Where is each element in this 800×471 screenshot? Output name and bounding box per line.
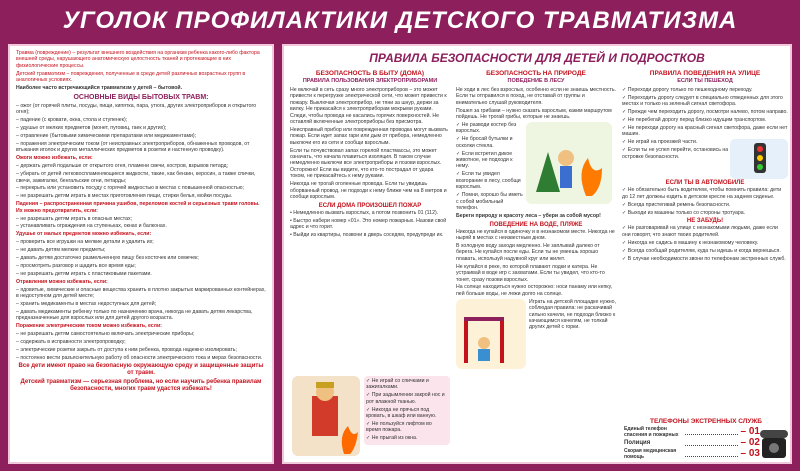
elec-item: – не разрешать детям самостоятельно включать электрические приборы; [16, 331, 195, 338]
beach-text: На солнце находиться нужно осторожно: носи панаму или кепку, пей больше воды, не лежи долго на солнце. [456, 284, 613, 297]
poison-item: – хранить медикаменты в местах недоступных для детей; [16, 301, 157, 307]
street-rule: ✓ Если ты не успел перейти, остановись на островке безопасности. [622, 147, 729, 160]
home-text: Если ты почувствовал запах горелой пластмассы, это может означать, что начала плавиться изоляция. В таком случае немедленно выключи все электроприборы и позови взрослых. Осторожно! Если вы видите, что кто-то пострадал от удара током, не прикасайтесь к нему руками. [290, 147, 442, 180]
forest-tip: ✓ Помни, хорошо бы иметь с собой мобильный телефон. [456, 192, 523, 211]
phones-title: ТЕЛЕФОНЫ ЭКСТРЕННЫХ СЛУЖБ [650, 418, 762, 425]
street-rule: ✓ Переходить дорогу следует в специально отведенных для этого местах и только на зеленый сигнал светофора. [622, 94, 783, 108]
choke-item: – проверить все игрушки на мелкие детали и удалить их; [16, 239, 154, 246]
campfire-illustration [526, 122, 612, 204]
car-item: ✓ Выходи из машины только со стороны тротуара. [622, 209, 746, 216]
fire-tip: ✓ Никогда не прячься под кровать, в шкаф или ванную. [366, 406, 437, 420]
fire-icon [292, 376, 360, 456]
closing-rights: Все дети имеют право на безопасную окружающую среду и защищенные защиты от травм. [18, 363, 264, 377]
fire-item: • Немедленно вызвать взрослых, а потом позвонить 01 (112). [290, 209, 439, 216]
type-item: – ожог (от горячей плиты, посуды, пищи, кипятка, пара, утюга, других электроприборов и открытого огня); [16, 102, 257, 116]
column-home [290, 70, 450, 240]
rules-heading: ПРАВИЛА БЕЗОПАСНОСТИ ДЛЯ ДЕТЕЙ И ПОДРОСТКОВ [369, 51, 705, 65]
beach-title: ПОВЕДЕНИЕ НА ВОДЕ, ПЛЯЖЕ [489, 221, 583, 228]
car-item: ✓ Не обязательно быть водителем, чтобы помнить правила: дети до 12 лет должны ездить в детском кресле на заднем сиденье. [622, 187, 782, 200]
elec-heading: Поражение электрическим током можно избежать, если: [16, 323, 162, 330]
fire-item: • Быстро набери номер «01». Это номер пожарных. Назови свой адрес и что горит. [290, 217, 447, 231]
closing-message: Детский травматизм — серьезная проблема, но если научить ребенка правилам безопасности, многих травм удастся избежать! [20, 378, 262, 392]
playground-row [456, 299, 616, 369]
phones-block [624, 418, 788, 462]
forest-text: Пошел за грибами – нужно сказать взрослым, каким маршрутом пойдешь. Не трогай грибы, которые не знаешь. [456, 107, 612, 121]
left-content [10, 46, 272, 398]
fire-title: ЕСЛИ ДОМА ПРОИЗОШЕЛ ПОЖАР [318, 202, 422, 209]
forget-item: ✓ Никогда не садись в машину к незнакомому человеку. [622, 239, 759, 246]
playground-illustration [456, 299, 526, 369]
fire-item: • Выйди из квартиры, позвони в дверь соседям, предупреди их. [290, 232, 444, 239]
forget-title: НЕ ЗАБУДЬ! [686, 218, 724, 225]
street-row [622, 139, 788, 179]
phone-entry: Единый телефон спасения и пожарных – 01 [624, 426, 760, 438]
street-rule: ✓ Не играй на проезжей части. [622, 139, 698, 146]
poster-title: УГОЛОК ПРОФИЛАКТИКИ ДЕТСКОГО ТРАВМАТИЗМА [62, 7, 738, 34]
choke-item: – не разрешать детям играть с пластиковыми пакетами. [16, 270, 152, 277]
forest-tip: ✓ Не разводи костер без взрослых. [456, 122, 517, 135]
home-subtitle: ПРАВИЛА ПОЛЬЗОВАНИЯ ЭЛЕКТРОПРИБОРАМИ [302, 78, 438, 84]
telephone-icon [760, 426, 788, 460]
intro-trauma: Травма (повреждение) – результат внешнего воздействия на организм ребенка какого-либо фактора внешней среды, нарушающего анатомическую целостность тканей и протекающие в них физиологические процессы. [16, 50, 260, 69]
car-item: ✓ Всегда пристегивай ремень безопасности. [622, 201, 731, 208]
forest-closing: Береги природу и красоту леса – убери за собой мусор! [456, 212, 601, 219]
street-rule: ✓ Не переходи дорогу на красный сигнал светофора, даже если нет машин. [622, 125, 788, 138]
home-text: Неисправный прибор или поврежденная проводка могут вызвать пожар. Если идет запах гари или дым от прибора, немедленно выключи его из сети и сообщи взрослым. [290, 126, 448, 146]
right-panel [282, 44, 792, 464]
traffic-light-illustration [730, 139, 788, 179]
street-rule: ✓ Переходи дорогу только по пешеходному переходу. [622, 87, 753, 93]
burn-item: – перекрыть или установить посуду с горячей жидкостью в местах с повышенной опасностью; [16, 185, 244, 192]
street-rules-more [622, 139, 730, 179]
forget-item: ✓ Всегда сообщай родителям, куда ты идешь и когда вернешься. [622, 247, 781, 254]
forest-subtitle: ПОВЕДЕНИЕ В ЛЕСУ [507, 78, 565, 84]
phone-entry: Скорая медицинская помощь – 03 [624, 448, 760, 460]
forget-item: ✓ Не разговаривай на улице с незнакомыми людьми, даже если они говорят, что знают твоих родителей. [622, 225, 778, 238]
pedestrian-subtitle: ЕСЛИ ТЫ ПЕШЕХОД [677, 78, 733, 84]
forest-tips-row [456, 122, 616, 213]
forest-tips [456, 122, 526, 213]
forest-text: Не ходи в лес без взрослых, особенно если не знаешь местность. Если ты отправился в поход, не отставай от группы и внимательно слушай руководителя. [456, 87, 616, 106]
type-item: – отравление (бытовыми химическими препаратами или медикаментами); [16, 133, 197, 140]
burn-item: – убирать от детей легковоспламеняющиеся жидкости, такие, как бензин, керосин, а также спички, свечи, зажигалки, бенгальские огни, петарды; [16, 171, 256, 184]
playground-text: Играть на детской площадке нужно, соблюдая правила: не раскачивай сильно качели, не подходи близко к качающимся качелям, не толкай других детей с горки. [529, 298, 616, 331]
left-panel [8, 44, 274, 464]
poison-heading: Отравления можно избежать, если: [16, 278, 108, 285]
home-text: Никогда не трогай оголенные провода. Если ты увидишь оборванный провод, не подходи к нему ближе чем на 8 метров и сообщи взрослым. [290, 181, 447, 200]
forest-tip: ✓ Если ты увидел возгорание в лесу, сообщи взрослым. [456, 171, 521, 191]
type-item: – падение (с кровати, окна, стола и ступенек); [16, 117, 128, 124]
choke-item: – не давать детям мелкие предметы; [16, 247, 106, 254]
choke-heading: Удушье от малых предметов можно избежать, если: [16, 231, 152, 238]
burn-item: – держать детей подальше от открытого огня, пламени свечи, костров, взрывов петард; [16, 163, 229, 170]
poison-item: – давать медикаменты ребенку только по назначению врача, никогда не давать детям лекарства, предназначенные для взрослых или для детей другого возраста. [16, 308, 253, 322]
forest-tip: ✓ Не бросай бутылки и осколки стекла. [456, 136, 513, 149]
fall-item: – не разрешать детям играть в опасных местах; [16, 215, 133, 222]
beach-text: В холодную воду заходи медленно. Не заплывай далеко от берега. Не купайся после еды. Если ты не умеешь хорошо плавать, используй надувной круг или жилет. [456, 243, 600, 262]
fire-tips [364, 376, 450, 445]
burns-heading: Ожоги можно избежать, если: [16, 155, 93, 162]
fire-tip: ✓ Не играй со спичками и зажигалками. [366, 378, 429, 391]
poison-item: – ядовитые, химические и опасные вещества хранить в плотно закрытых маркированных контейнерах, в недоступном для детей месте; [16, 286, 266, 300]
fire-tip: ✓ При задымлении закрой нос и рот влажной тканью. [366, 392, 445, 405]
phones-row [624, 426, 788, 460]
type-item: – удушье от мелких предметов (монет, пуговиц, гаек и других); [16, 125, 167, 132]
intro-child-trauma: Детский травматизм – повреждения, полученные в среде детей различных возрастных групп в аналогичных условиях. [16, 70, 246, 84]
street-rule: ✓ Прежде чем переходить дорогу, посмотри налево, потом направо. [622, 109, 788, 116]
type-item: – поражения электрическим током (от неисправных электроприборов, обнаженных проводов, от втыкания иголок и других металлических предметов в розетки и настенную проводку). [16, 140, 250, 154]
column-nature [456, 70, 616, 369]
choke-item: – давать детям достаточно размельченную пищу без косточек или семечек; [16, 255, 199, 262]
phones-list [624, 426, 760, 460]
falls-heading: Падения – распространенная причина ушибов, переломов костей и серьезных травм головы. Их можно предотвратить, если: [16, 201, 260, 214]
forest-tip: ✓ Если встретил дикое животное, не подходи к нему. [456, 150, 513, 170]
elec-item: – содержать в исправности электропроводку; [16, 339, 126, 346]
phone-entry: Полиция – 02 [624, 437, 760, 448]
intro-home-trauma: Наиболее часто встречающийся травматизм у детей – бытовой. [16, 85, 183, 92]
beach-text: Не купайся в реке, по которой плавают лодки и катера. Не устраивай в воде игр с захватами. Если ты увидел, что кто-то тонет, сразу позови взрослых. [456, 263, 605, 283]
forget-item: ✓ В случае необходимости звони по телефонам экстренных служб. [622, 255, 786, 262]
street-rule: ✓ Не перебегай дорогу перед близко идущим транспортом. [622, 117, 767, 124]
fall-item: – устанавливать ограждения на ступеньках, окнах и балконах. [16, 223, 167, 230]
column-street [622, 70, 788, 264]
choke-item: – просмотреть разговор и щадить все время еды; [16, 262, 136, 269]
fire-tip: ✓ Не прыгай из окна. [366, 435, 418, 442]
beach-text: Никогда не купайся в одиночку и в незнакомом месте. Никогда не ныряй в местах с неизвестным дном. [456, 228, 615, 242]
firefighter-illustration [292, 376, 360, 456]
home-title: БЕЗОПАСНОСТЬ В БЫТУ (ДОМА) [315, 70, 425, 77]
car-title: ЕСЛИ ТЫ В АВТОМОБИЛЕ [665, 180, 745, 187]
nature-title: БЕЗОПАСНОСТЬ НА ПРИРОДЕ [486, 70, 586, 77]
elec-item: – постоянно вести разъяснительную работу об опасности электрического тока и мерах безопасности. [16, 354, 263, 361]
street-title: ПРАВИЛА ПОВЕДЕНИЯ НА УЛИЦЕ [649, 70, 761, 77]
types-heading: ОСНОВНЫЕ ВИДЫ БЫТОВЫХ ТРАВМ: [73, 93, 209, 101]
home-text: Не включай в сеть сразу много электроприборов – это может привести к перегрузке электрической сети, что может привести к пожару. Выключая электроприбор, не тяни за шнур, держи за вилку. Не прикасайся к электроприборам мокрыми руками. Следи, чтобы провода не касались горячих поверхностей. Не оставляй включенные электроприборы без присмотра. [290, 87, 447, 126]
fire-tip: ✓ Не пользуйся лифтом во время пожара. [366, 420, 432, 434]
elec-item: – электрические розетки закрыть от доступа к ним ребенка, провода надежно изолировать; [16, 346, 237, 353]
burn-item: – не разрешать детям играть в местах приготовления пищи, стирки белья, мойки посуды. [16, 193, 233, 200]
